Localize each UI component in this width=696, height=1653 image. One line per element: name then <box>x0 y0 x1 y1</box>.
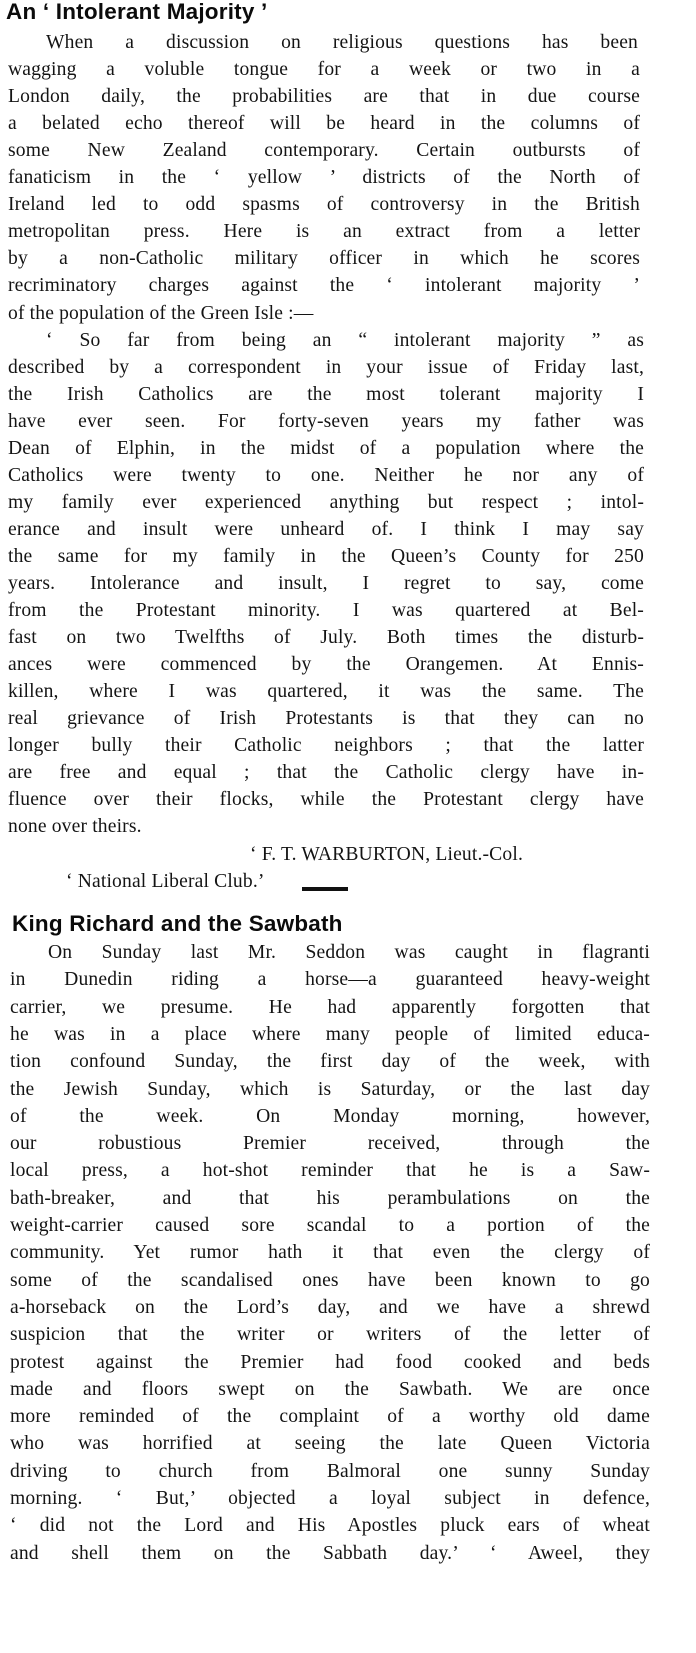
text-line: Catholics were twenty to one. Neither he nor any of <box>8 464 644 486</box>
text-line: have ever seen. For forty-seven years my father was <box>8 410 644 432</box>
text-line: erance and insult were unheard of. I think I may say <box>8 518 644 540</box>
article-title: An ‘ Intolerant Majority ’ <box>6 0 268 24</box>
text-line: weight-carrier caused sore scandal to a portion of the <box>10 1215 650 1236</box>
text-line: fluence over their flocks, while the Protestant clergy have <box>8 789 644 811</box>
text-line: tion confound Sunday, the first day of the week, with <box>10 1051 650 1073</box>
text-line: the Jewish Sunday, which is Saturday, or the last day <box>10 1078 650 1100</box>
text-line: ances were commenced by the Orangemen. At Ennis- <box>8 654 644 676</box>
section-divider <box>302 887 348 891</box>
text-line: London daily, the probabilities are that in due course <box>8 86 640 108</box>
text-line: Ireland led to odd spasms of controversy in the British <box>8 194 640 216</box>
text-line: protest against the Premier had food cooked and beds <box>10 1351 650 1373</box>
text-line: the Irish Catholics are the most tolerant majority I <box>8 383 644 405</box>
text-line: from the Protestant minority. I was quartered at Bel- <box>8 600 644 622</box>
text-line: years. Intolerance and insult, I regret to say, come <box>8 573 644 594</box>
text-line: On Sunday last Mr. Seddon was caught in flagranti <box>48 942 650 963</box>
text-line: of the week. On Monday morning, however, <box>10 1105 650 1127</box>
signature-line: ‘ F. T. WARBURTON, Lieut.-Col. <box>250 843 523 865</box>
text-line: fast on two Twelfths of July. Both times the disturb- <box>8 627 644 649</box>
text-line: are free and equal ; that the Catholic clergy have in- <box>8 762 644 784</box>
text-line: bath-breaker, and that his perambulations on the <box>10 1187 650 1209</box>
text-line: metropolitan press. Here is an extract from a letter <box>8 221 640 243</box>
text-line: wagging a voluble tongue for a week or two in a <box>8 59 640 81</box>
text-line: When a discussion on religious questions has been <box>46 32 638 53</box>
text-line: driving to church from Balmoral one sunny Sunday <box>10 1460 650 1482</box>
text-line: described by a correspondent in your issue of Friday last, <box>8 356 644 378</box>
text-line: our robustious Premier received, through the <box>10 1133 650 1155</box>
text-line: longer bully their Catholic neighbors ; that the latter <box>8 735 644 757</box>
text-line: community. Yet rumor hath it that even the clergy of <box>10 1242 650 1264</box>
text-line: suspicion that the writer or writers of the letter of <box>10 1324 650 1346</box>
text-line: ‘ So far from being an “ intolerant majority ” as <box>46 329 644 351</box>
text-line: killen, where I was quartered, it was the same. The <box>8 681 644 703</box>
text-line: a belated echo thereof will be heard in the columns of <box>8 113 640 135</box>
text-line: the same for my family in the Queen’s County for 250 <box>8 545 644 567</box>
text-line: fanaticism in the ‘ yellow ’ districts of the North of <box>8 167 640 189</box>
text-line: in Dunedin riding a horse—a guaranteed heavy-weight <box>10 969 650 991</box>
text-line: recriminatory charges against the ‘ intolerant majority ’ <box>8 275 640 297</box>
text-line: carrier, we presume. He had apparently forgotten that <box>10 996 650 1018</box>
text-line: local press, a hot-shot reminder that he is a Saw- <box>10 1160 650 1182</box>
text-line: and shell them on the Sabbath day.’ ‘ Aweel, they <box>10 1542 650 1564</box>
text-line: who was horrified at seeing the late Queen Victoria <box>10 1433 650 1455</box>
text-line: morning. ‘ But,’ objected a loyal subject in defence, <box>10 1488 650 1509</box>
text-line: made and floors swept on the Sawbath. We are once <box>10 1378 650 1400</box>
text-line: of the population of the Green Isle :— <box>8 302 314 324</box>
text-line: my family ever experienced anything but respect ; intol- <box>8 491 644 513</box>
text-line: real grievance of Irish Protestants is that they can no <box>8 708 644 730</box>
text-line: ‘ did not the Lord and His Apostles pluck ears of wheat <box>10 1515 650 1537</box>
text-line: some of the scandalised ones have been known to go <box>10 1269 650 1291</box>
text-line: none over theirs. <box>8 816 142 838</box>
text-line: a-horseback on the Lord’s day, and we have a shrewd <box>10 1296 650 1318</box>
club-line: ‘ National Liberal Club.’ <box>66 870 265 892</box>
text-line: he was in a place where many people of limited educa- <box>10 1023 650 1045</box>
text-line: by a non-Catholic military officer in which he scores <box>8 248 640 270</box>
text-line: more reminded of the complaint of a worthy old dame <box>10 1406 650 1428</box>
text-line: some New Zealand contemporary. Certain outbursts of <box>8 140 640 162</box>
article-title: King Richard and the Sawbath <box>12 911 343 936</box>
text-line: Dean of Elphin, in the midst of a population where the <box>8 437 644 459</box>
